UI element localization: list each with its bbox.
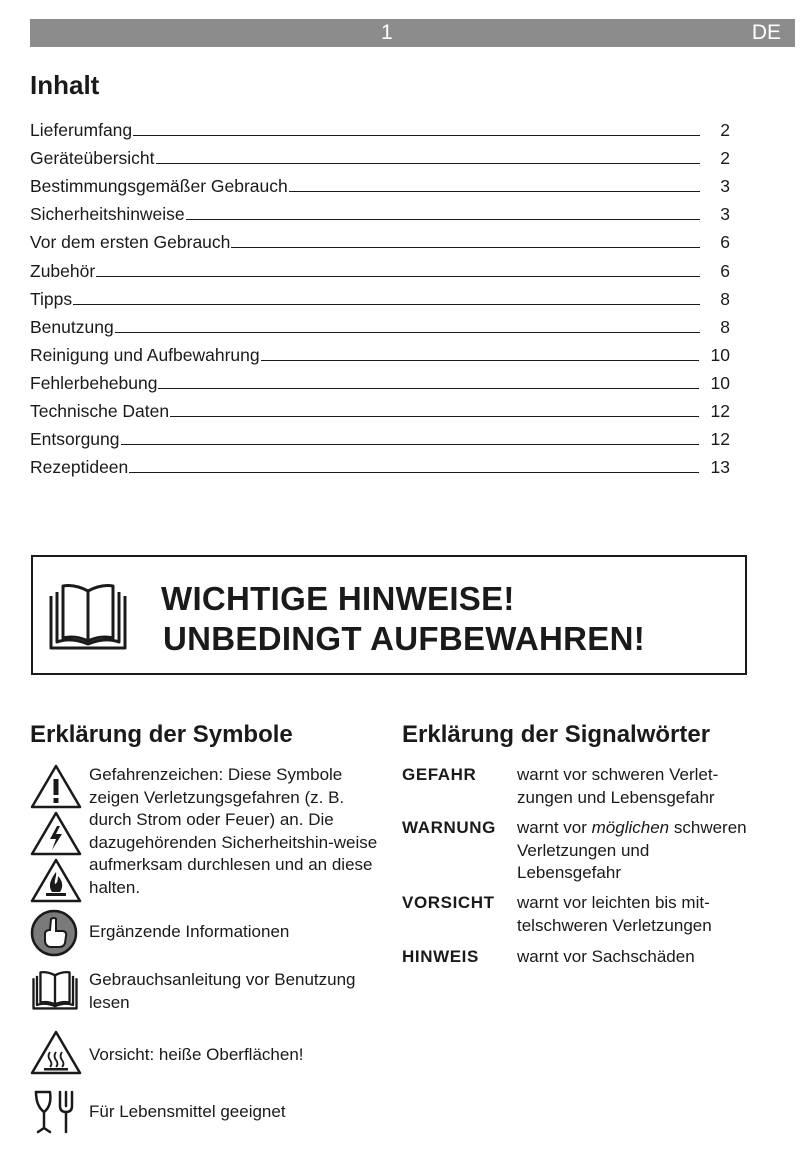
toc-entry [30, 113, 730, 141]
toc-leader-line [170, 416, 698, 417]
toc-leader-line [186, 219, 700, 220]
info-hand-icon [30, 909, 78, 957]
symbol-hazard-text: Gefahrenzeichen: Diese Symbole zeigen Verletzungsgefahren (z. B. durch Strom oder Feuer) an. Die dazugehörenden Sicherheitshin-weise aufmerksam durchlesen und an diese halten. [89, 765, 378, 897]
notice-line-2: UNBEDINGT AUFBEWAHREN! [163, 620, 646, 657]
toc-entry-label: Zubehör [30, 260, 96, 281]
warning-triangle-icons [30, 764, 82, 904]
signal-description [517, 817, 757, 885]
signal-word: GEFAHR [402, 765, 477, 784]
toc-leader-line [121, 444, 699, 445]
signals-section-title: Erklärung der Signalwörter [402, 721, 711, 748]
hot-surface-icon [30, 1030, 82, 1076]
toc-entry-label: Entsorgung [30, 429, 120, 450]
page-header-bar [30, 19, 795, 47]
toc-entry [30, 197, 730, 225]
signal-description: warnt vor Sachschäden [517, 947, 695, 966]
toc-entry-label: Fehlerbehebung [30, 372, 158, 393]
symbol-hot-surface-text: Vorsicht: heiße Oberflächen! [89, 1045, 304, 1064]
signal-description: warnt vor schweren Verlet-zungen und Lebensgefahr [517, 765, 719, 807]
toc-entry [30, 253, 730, 281]
toc-title: Inhalt [30, 70, 100, 100]
toc-entry-page: 3 [720, 204, 730, 225]
toc-entry [30, 422, 730, 450]
toc-entry-label: Tipps [30, 288, 73, 309]
symbols-section-title: Erklärung der Symbole [30, 721, 293, 748]
toc-entry-page: 8 [720, 316, 730, 337]
toc-entry-page: 8 [720, 288, 730, 309]
symbol-manual-text: Gebrauchsanleitung vor Benutzung lesen [89, 970, 356, 1012]
toc-entry [30, 310, 730, 338]
toc-entry-page: 12 [710, 401, 730, 422]
toc-entry [30, 394, 730, 422]
symbol-info-text: Ergänzende Informationen [89, 922, 290, 941]
signal-word: WARNUNG [402, 818, 496, 837]
signal-word: VORSICHT [402, 893, 495, 912]
important-notice-box [31, 555, 747, 675]
toc-leader-line [158, 388, 698, 389]
toc-entry-label: Benutzung [30, 316, 114, 337]
toc-leader-line [156, 163, 700, 164]
toc-entry-page: 3 [720, 176, 730, 197]
toc-entry [30, 282, 730, 310]
toc-entry [30, 225, 730, 253]
table-of-contents [30, 113, 730, 478]
toc-entry-label: Geräteübersicht [30, 148, 155, 169]
language-code: DE [751, 21, 781, 44]
toc-entry-page: 13 [710, 457, 730, 478]
toc-entry-label: Sicherheitshinweise [30, 204, 185, 225]
toc-entry [30, 338, 730, 366]
toc-entry-page: 6 [720, 232, 730, 253]
manual-book-icon [45, 582, 131, 654]
toc-leader-line [115, 332, 700, 333]
toc-entry-page: 12 [710, 429, 730, 450]
toc-entry-page: 10 [710, 372, 730, 393]
toc-entry [30, 141, 730, 169]
toc-entry-label: Reinigung und Aufbewahrung [30, 344, 260, 365]
signal-description: warnt vor leichten bis mit-telschweren Verletzungen [517, 893, 712, 935]
toc-leader-line [133, 135, 700, 136]
toc-leader-line [289, 191, 700, 192]
toc-leader-line [129, 472, 698, 473]
signal-desc-emphasis: möglichen [591, 818, 670, 837]
toc-entry-label: Lieferumfang [30, 120, 133, 141]
manual-book-icon [30, 969, 80, 1013]
food-safe-icon [30, 1088, 76, 1136]
toc-entry [30, 366, 730, 394]
toc-entry-label: Technische Daten [30, 401, 170, 422]
toc-entry [30, 450, 730, 478]
toc-leader-line [73, 304, 700, 305]
signal-desc-suffix: schweren Verletzungen und Lebensgefahr [517, 818, 747, 882]
toc-entry-page: 10 [710, 344, 730, 365]
toc-entry-label: Rezeptideen [30, 457, 129, 478]
notice-line-1: WICHTIGE HINWEISE! [161, 580, 515, 617]
toc-entry-page: 6 [720, 260, 730, 281]
toc-entry-page: 2 [720, 120, 730, 141]
toc-entry [30, 169, 730, 197]
toc-entry-label: Bestimmungsgemäßer Gebrauch [30, 176, 288, 197]
toc-leader-line [231, 247, 700, 248]
toc-entry-page: 2 [720, 148, 730, 169]
toc-entry-label: Vor dem ersten Gebrauch [30, 232, 231, 253]
signal-desc-prefix: warnt vor [517, 818, 592, 837]
toc-leader-line [261, 360, 699, 361]
signal-word: HINWEIS [402, 947, 479, 966]
symbol-food-safe-text: Für Lebensmittel geeignet [89, 1102, 286, 1121]
page-number: 1 [381, 21, 393, 44]
toc-leader-line [96, 276, 700, 277]
